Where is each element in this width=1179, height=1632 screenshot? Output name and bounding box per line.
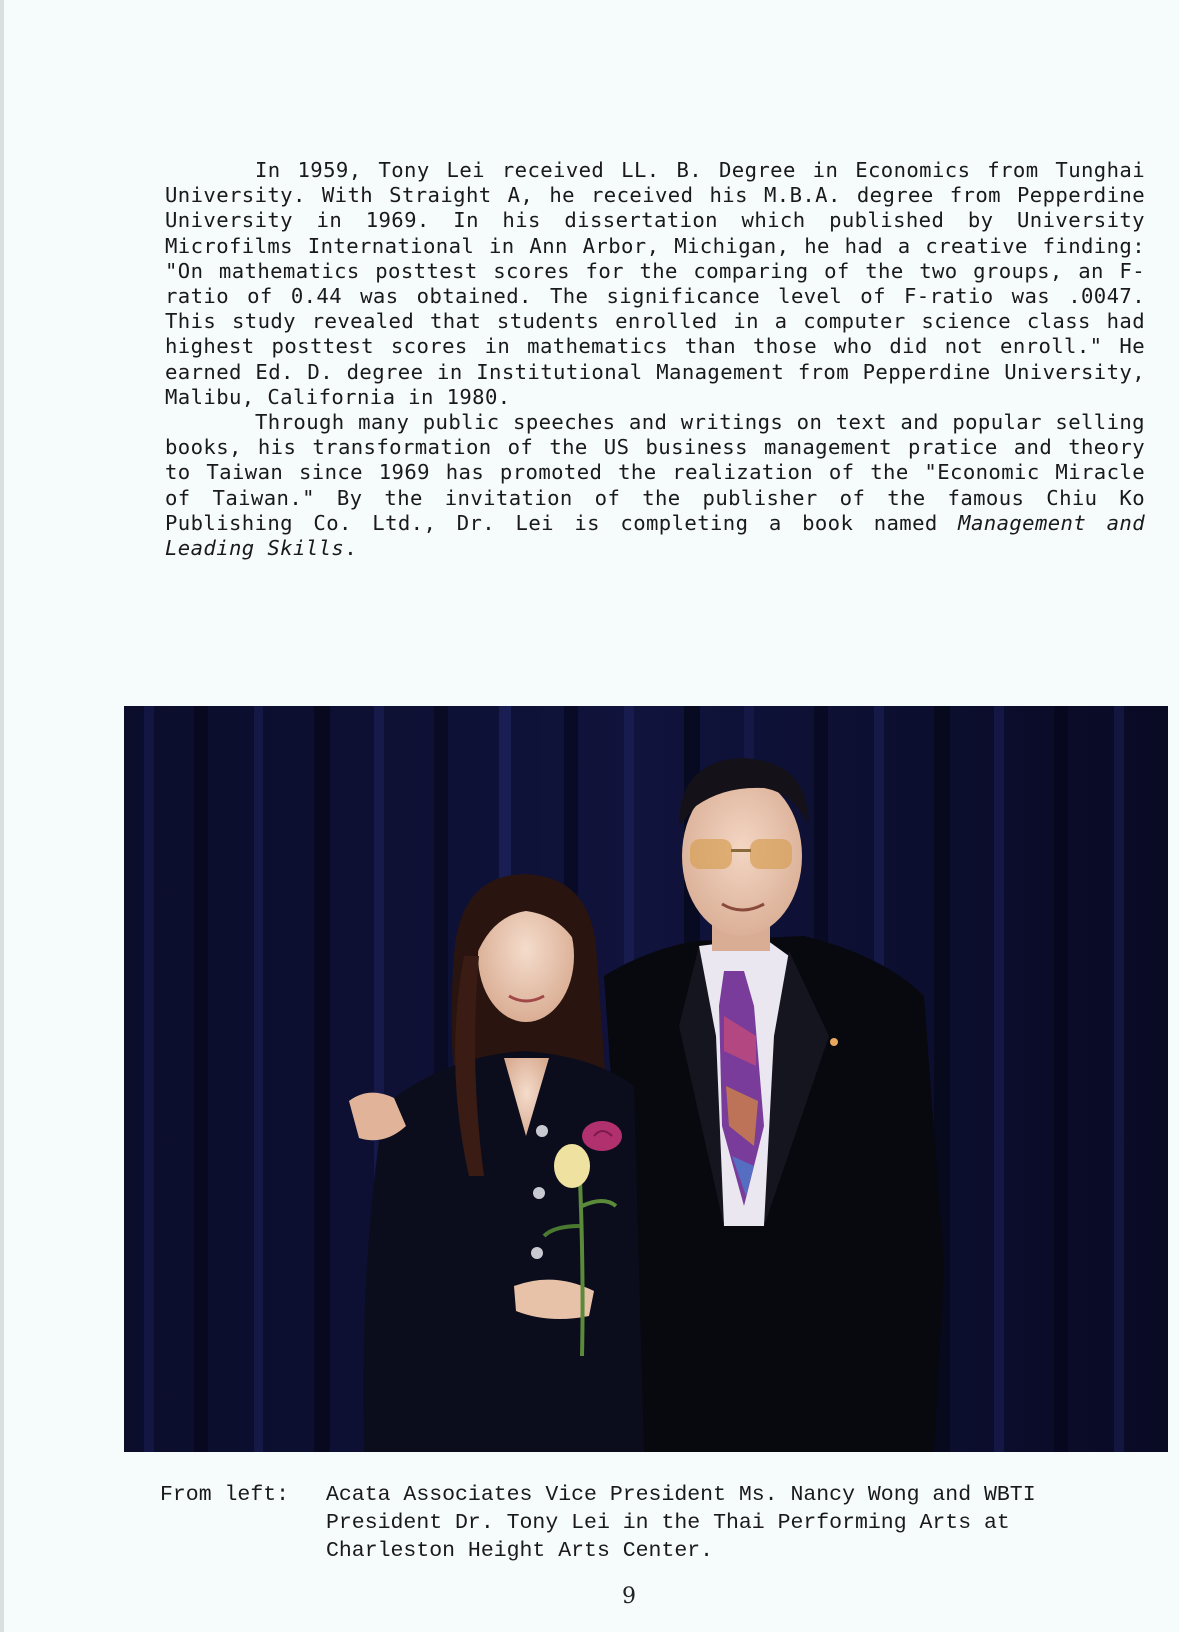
paragraph-career-text: Through many public speeches and writings on text and popular selling books, his transformation of the US business management pratice and theory to Taiwan since 1969 has promoted the realization of the "Economic Miracle of Taiwan." By the invitation of the publisher of the famous Chiu Ko Publishing Co. Ltd., Dr. Lei is completing a book named [165,410,1145,535]
woman-jacket [363,1051,644,1452]
photo-caption [160,1481,1080,1565]
caption-lead: From left: [160,1483,290,1507]
page-edge [0,0,4,1632]
paragraph-education-text: In 1959, Tony Lei received LL. B. Degree in Economics from Tunghai University. With Straight A, he received his M.B.A. degree from Pepperdine University in 1969. In his dissertation which published by University Microfilms International in Ann Arbor, Michigan, he had a creative finding: "On mathematics posttest scores for the comparing of the two groups, an F-ratio of 0.44 was obtained. The significance level of F-ratio was .0047. This study revealed that students enrolled in a computer science class had highest posttest scores in mathematics than those who did not enroll." He earned Ed. D. degree in Institutional Management from Pepperdine University, Malibu, California in 1980. [165,158,1145,409]
body-text [165,158,1145,561]
jacket-button [533,1187,545,1199]
pink-rose [582,1121,622,1151]
portrait-illustration [124,706,1168,1452]
paragraph-career [165,410,1145,561]
page-number: 9 [622,1584,636,1609]
paragraph-career-end: . [344,536,357,561]
paragraph-education [165,158,1145,410]
jacket-button [536,1125,548,1137]
yellow-rose [554,1144,590,1188]
portrait-photo [124,706,1168,1452]
caption-text: Acata Associates Vice President Ms. Nancy Wong and WBTI President Dr. Tony Lei in the Thai Performing Arts at Charleston Height Arts Center. [326,1483,1036,1563]
lapel-pin [830,1038,838,1046]
man-glasses-left [690,839,732,869]
book-title: Management and Leading Skills [165,510,1145,561]
man-glasses-right [750,839,792,869]
jacket-button [531,1247,543,1259]
